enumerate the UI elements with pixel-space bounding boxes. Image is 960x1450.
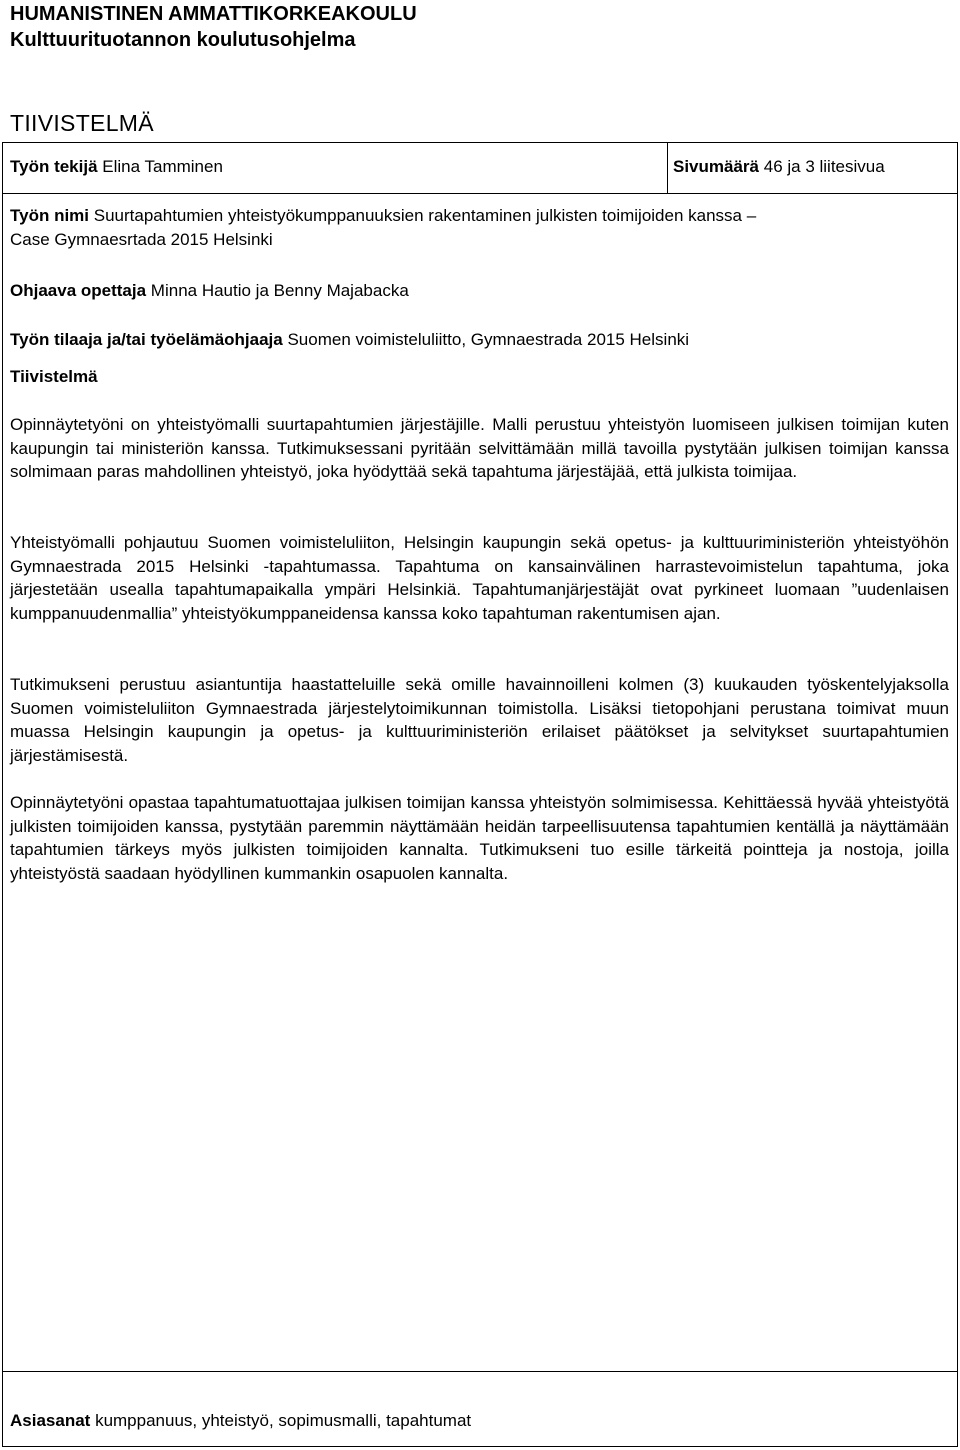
document-title: TIIVISTELMÄ [10,110,154,136]
client-field [10,329,689,351]
author-label: Työn tekijä [10,157,98,176]
author-field [10,156,223,178]
abstract-paragraph-2: Yhteistyömalli pohjautuu Suomen voimisteluliiton, Helsingin kaupungin sekä opetus- ja kulttuuriministeriön yhteistyöhön Gymnaestrada 2015 Helsinki -tapahtumassa. Tapahtuma on kansainvälinen harrastevoimistelun tapahtuma, joka järjestetään usealla tapahtumapaikalla ympäri Helsinkiä. Tapahtumanjärjestäjät ovat pyrkineet luomaan ”uudenlaisen kumppanuudenmallia” yhteistyökumppaneidensa kanssa koko tapahtuman rakentumisen ajan. [10,533,949,623]
author-value: Elina Tamminen [102,157,223,176]
keywords-field [10,1410,471,1432]
row-divider [3,1371,957,1372]
abstract-paragraph-4: Opinnäytetyöni opastaa tapahtumatuottajaa julkisen toimijan kanssa yhteistyön solmimisessa. Kehittäessä hyvää yhteistyötä julkisten toimijoiden kanssa, pystytään paremmin näyttämään heidän tarpeellisuutensa tapahtumien kentällä ja näyttämään tapahtumien tärkeys myös julkisten toimijoiden kannalta. Tutkimukseni tuo esille tärkeitä pointteja ja nostoja, joilla yhteistyöstä saadaan hyödyllinen kummankin osapuolen kannalta. [10,793,949,883]
abstract-label: Tiivistelmä [10,367,98,386]
client-value: Suomen voimisteluliitto, Gymnaestrada 2015 Helsinki [287,330,690,349]
abstract-paragraph-3: Tutkimukseni perustuu asiantuntija haastatteluille sekä omille havainnoilleni kolmen (3) kuukauden työskentelyjaksolla Suomen voimisteluliiton Gymnaestrada järjestelytoimikunnan toimistolla. Lisäksi tietopohjani perustana toimivat muun muassa Helsingin kaupungin ja opetus- ja kulttuuriministeriön erilaiset päätökset ja selvitykset suurtapahtumien järjestämisestä. [10,675,949,765]
work-title-line-1: Suurtapahtumien yhteistyökumppanuuksien rakentaminen julkisten toimijoiden kanssa – [93,206,757,225]
work-title-line-2: Case Gymnaesrtada 2015 Helsinki [10,230,273,249]
supervisor-field [10,280,409,302]
client-label: Työn tilaaja ja/tai työelämäohjaaja [10,330,283,349]
column-divider [667,143,668,193]
work-title-label: Työn nimi [10,206,90,225]
program-name: Kulttuurituotannon koulutusohjelma [10,29,356,51]
pages-field [673,156,885,178]
row-divider [3,193,957,194]
supervisor-label: Ohjaava opettaja [10,281,147,300]
pages-value: 46 ja 3 liitesivua [763,157,885,176]
pages-label: Sivumäärä [673,157,759,176]
abstract-paragraph-1: Opinnäytetyöni on yhteistyömalli suurtapahtumien järjestäjille. Malli perustuu yhteistyön luomiseen julkisen toimijan kuten kaupungin tai ministeriön kanssa. Tutkimuksessani pyritään selvittämään millä tavoilla pystytään julkisen toimijan kanssa solmimaan paras mahdollinen yhteistyö, joka hyödyttää sekä tapahtuma järjestäjää, että julkista toimijaa. [10,415,949,481]
work-title-field [10,205,950,251]
school-name: HUMANISTINEN AMMATTIKORKEAKOULU [10,3,417,25]
supervisor-value: Minna Hautio ja Benny Majabacka [150,281,409,300]
keywords-value: kumppanuus, yhteistyö, sopimusmalli, tapahtumat [95,1411,472,1430]
keywords-label: Asiasanat [10,1411,91,1430]
